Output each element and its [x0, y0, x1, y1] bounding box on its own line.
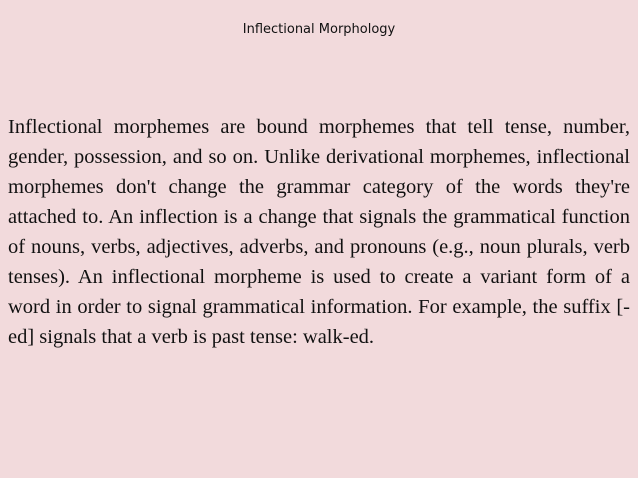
- slide-title: Inflectional Morphology: [242, 22, 396, 37]
- slide-body-text: Inflectional morphemes are bound morphemes that tell tense, number, gender, possession, and so on. Unlike derivational morphemes, inflectional morphemes don't change the grammar category of the words they're attached to. An inflection is a change that signals the grammatical function of nouns, verbs, adjectives, adverbs, and pronouns (e.g., noun plurals, verb tenses). An inflectional morpheme is used to create a variant form of a word in order to signal grammatical information. For example, the suffix [-ed] signals that a verb is past tense: walk-ed.: [8, 116, 630, 348]
